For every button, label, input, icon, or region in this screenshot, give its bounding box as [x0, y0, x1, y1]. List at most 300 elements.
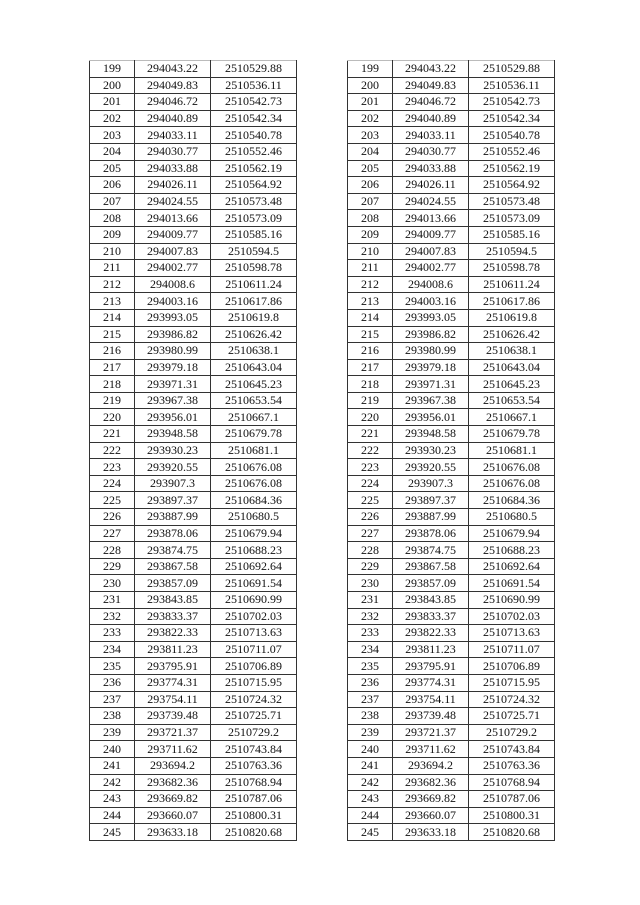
y-coordinate-cell: 2510763.36	[211, 757, 297, 774]
x-coordinate-cell: 293930.23	[135, 442, 211, 459]
table-row	[348, 791, 555, 808]
point-number-cell: 213	[90, 293, 135, 310]
x-coordinate-cell: 293956.01	[135, 409, 211, 426]
x-coordinate-cell: 293980.99	[393, 343, 469, 360]
x-coordinate-cell: 293682.36	[393, 774, 469, 791]
y-coordinate-cell: 2510594.5	[211, 243, 297, 260]
point-number-cell: 217	[90, 359, 135, 376]
x-coordinate-cell: 293930.23	[393, 442, 469, 459]
table-row	[348, 243, 555, 260]
y-coordinate-cell: 2510645.23	[469, 376, 555, 393]
coordinate-table-left	[89, 60, 297, 841]
table-row	[90, 77, 297, 94]
y-coordinate-cell: 2510692.64	[469, 558, 555, 575]
x-coordinate-cell: 293721.37	[393, 724, 469, 741]
table-row	[348, 226, 555, 243]
y-coordinate-cell: 2510619.8	[469, 309, 555, 326]
x-coordinate-cell: 293633.18	[393, 824, 469, 841]
table-row	[90, 392, 297, 409]
point-number-cell: 218	[90, 376, 135, 393]
point-number-cell: 199	[348, 61, 393, 78]
y-coordinate-cell: 2510680.5	[211, 509, 297, 526]
x-coordinate-cell: 293739.48	[393, 708, 469, 725]
table-row	[90, 525, 297, 542]
y-coordinate-cell: 2510562.19	[211, 160, 297, 177]
table-row	[90, 459, 297, 476]
x-coordinate-cell: 293878.06	[393, 525, 469, 542]
table-row	[348, 143, 555, 160]
y-coordinate-cell: 2510724.32	[211, 691, 297, 708]
x-coordinate-cell: 293711.62	[135, 741, 211, 758]
y-coordinate-cell: 2510800.31	[211, 807, 297, 824]
table-row	[90, 160, 297, 177]
y-coordinate-cell: 2510681.1	[469, 442, 555, 459]
x-coordinate-cell: 293811.23	[393, 641, 469, 658]
x-coordinate-cell: 294046.72	[135, 94, 211, 111]
x-coordinate-cell: 293857.09	[135, 575, 211, 592]
table-row	[348, 542, 555, 559]
y-coordinate-cell: 2510724.32	[469, 691, 555, 708]
table-row	[348, 475, 555, 492]
x-coordinate-cell: 293971.31	[135, 376, 211, 393]
table-row	[348, 77, 555, 94]
point-number-cell: 209	[348, 226, 393, 243]
point-number-cell: 222	[348, 442, 393, 459]
table-row	[348, 193, 555, 210]
table-row	[90, 757, 297, 774]
y-coordinate-cell: 2510711.07	[211, 641, 297, 658]
point-number-cell: 224	[90, 475, 135, 492]
y-coordinate-cell: 2510743.84	[469, 741, 555, 758]
table-row	[348, 343, 555, 360]
table-row	[90, 592, 297, 609]
y-coordinate-cell: 2510787.06	[469, 791, 555, 808]
point-number-cell: 208	[348, 210, 393, 227]
point-number-cell: 212	[348, 276, 393, 293]
point-number-cell: 228	[90, 542, 135, 559]
x-coordinate-cell: 293887.99	[135, 509, 211, 526]
table-row	[348, 774, 555, 791]
point-number-cell: 215	[90, 326, 135, 343]
y-coordinate-cell: 2510617.86	[469, 293, 555, 310]
table-row	[90, 658, 297, 675]
x-coordinate-cell: 293795.91	[393, 658, 469, 675]
x-coordinate-cell: 293971.31	[393, 376, 469, 393]
point-number-cell: 212	[90, 276, 135, 293]
x-coordinate-cell: 293967.38	[135, 392, 211, 409]
table-row	[90, 260, 297, 277]
x-coordinate-cell: 294024.55	[393, 193, 469, 210]
y-coordinate-cell: 2510729.2	[469, 724, 555, 741]
y-coordinate-cell: 2510617.86	[211, 293, 297, 310]
x-coordinate-cell: 294040.89	[393, 110, 469, 127]
point-number-cell: 202	[90, 110, 135, 127]
point-number-cell: 244	[348, 807, 393, 824]
x-coordinate-cell: 294033.88	[393, 160, 469, 177]
point-number-cell: 235	[348, 658, 393, 675]
table-row	[348, 426, 555, 443]
point-number-cell: 232	[90, 608, 135, 625]
x-coordinate-cell: 293979.18	[135, 359, 211, 376]
table-row	[90, 442, 297, 459]
x-coordinate-cell: 293867.58	[393, 558, 469, 575]
x-coordinate-cell: 293721.37	[135, 724, 211, 741]
y-coordinate-cell: 2510529.88	[211, 61, 297, 78]
table-row	[90, 741, 297, 758]
x-coordinate-cell: 293795.91	[135, 658, 211, 675]
y-coordinate-cell: 2510638.1	[211, 343, 297, 360]
y-coordinate-cell: 2510676.08	[211, 459, 297, 476]
y-coordinate-cell: 2510725.71	[211, 708, 297, 725]
x-coordinate-cell: 294003.16	[135, 293, 211, 310]
point-number-cell: 238	[348, 708, 393, 725]
x-coordinate-cell: 293867.58	[135, 558, 211, 575]
table-row	[348, 442, 555, 459]
point-number-cell: 201	[90, 94, 135, 111]
x-coordinate-cell: 293843.85	[135, 592, 211, 609]
y-coordinate-cell: 2510529.88	[469, 61, 555, 78]
x-coordinate-cell: 293843.85	[393, 592, 469, 609]
x-coordinate-cell: 293986.82	[393, 326, 469, 343]
point-number-cell: 204	[90, 143, 135, 160]
table-row	[348, 525, 555, 542]
point-number-cell: 206	[348, 177, 393, 194]
table-row	[90, 127, 297, 144]
point-number-cell: 214	[348, 309, 393, 326]
table-row	[90, 774, 297, 791]
point-number-cell: 208	[90, 210, 135, 227]
y-coordinate-cell: 2510691.54	[211, 575, 297, 592]
x-coordinate-cell: 294026.11	[135, 177, 211, 194]
point-number-cell: 229	[90, 558, 135, 575]
x-coordinate-cell: 293887.99	[393, 509, 469, 526]
y-coordinate-cell: 2510540.78	[469, 127, 555, 144]
point-number-cell: 244	[90, 807, 135, 824]
table-row	[90, 243, 297, 260]
y-coordinate-cell: 2510688.23	[211, 542, 297, 559]
y-coordinate-cell: 2510768.94	[469, 774, 555, 791]
x-coordinate-cell: 293660.07	[393, 807, 469, 824]
y-coordinate-cell: 2510800.31	[469, 807, 555, 824]
table-row	[90, 359, 297, 376]
point-number-cell: 223	[90, 459, 135, 476]
y-coordinate-cell: 2510729.2	[211, 724, 297, 741]
table-row	[348, 376, 555, 393]
y-coordinate-cell: 2510679.78	[469, 426, 555, 443]
y-coordinate-cell: 2510542.34	[211, 110, 297, 127]
table-row	[348, 276, 555, 293]
y-coordinate-cell: 2510653.54	[211, 392, 297, 409]
y-coordinate-cell: 2510562.19	[469, 160, 555, 177]
x-coordinate-cell: 294033.88	[135, 160, 211, 177]
x-coordinate-cell: 294030.77	[393, 143, 469, 160]
x-coordinate-cell: 293833.37	[393, 608, 469, 625]
x-coordinate-cell: 294049.83	[393, 77, 469, 94]
x-coordinate-cell: 294030.77	[135, 143, 211, 160]
table-row	[90, 343, 297, 360]
table-row	[348, 625, 555, 642]
y-coordinate-cell: 2510645.23	[211, 376, 297, 393]
x-coordinate-cell: 293822.33	[393, 625, 469, 642]
x-coordinate-cell: 293907.3	[135, 475, 211, 492]
y-coordinate-cell: 2510667.1	[211, 409, 297, 426]
x-coordinate-cell: 293874.75	[135, 542, 211, 559]
table-row	[90, 276, 297, 293]
x-coordinate-cell: 293874.75	[393, 542, 469, 559]
y-coordinate-cell: 2510667.1	[469, 409, 555, 426]
point-number-cell: 202	[348, 110, 393, 127]
table-row	[348, 592, 555, 609]
y-coordinate-cell: 2510594.5	[469, 243, 555, 260]
x-coordinate-cell: 293920.55	[393, 459, 469, 476]
x-coordinate-cell: 294003.16	[393, 293, 469, 310]
point-number-cell: 210	[348, 243, 393, 260]
table-row	[348, 658, 555, 675]
point-number-cell: 232	[348, 608, 393, 625]
table-row	[348, 575, 555, 592]
point-number-cell: 223	[348, 459, 393, 476]
x-coordinate-cell: 293754.11	[393, 691, 469, 708]
y-coordinate-cell: 2510573.09	[211, 210, 297, 227]
y-coordinate-cell: 2510598.78	[211, 260, 297, 277]
x-coordinate-cell: 294033.11	[393, 127, 469, 144]
table-row	[348, 127, 555, 144]
table-row	[90, 326, 297, 343]
table-row	[90, 110, 297, 127]
point-number-cell: 242	[348, 774, 393, 791]
point-number-cell: 234	[348, 641, 393, 658]
y-coordinate-cell: 2510573.48	[211, 193, 297, 210]
y-coordinate-cell: 2510706.89	[469, 658, 555, 675]
point-number-cell: 239	[90, 724, 135, 741]
point-number-cell: 230	[348, 575, 393, 592]
table-row	[348, 160, 555, 177]
coordinate-table-right	[347, 60, 555, 841]
y-coordinate-cell: 2510573.48	[469, 193, 555, 210]
table-row	[348, 724, 555, 741]
table-row	[90, 691, 297, 708]
point-number-cell: 225	[348, 492, 393, 509]
x-coordinate-cell: 293822.33	[135, 625, 211, 642]
x-coordinate-cell: 294049.83	[135, 77, 211, 94]
x-coordinate-cell: 293897.37	[135, 492, 211, 509]
y-coordinate-cell: 2510679.94	[211, 525, 297, 542]
point-number-cell: 215	[348, 326, 393, 343]
table-row	[348, 293, 555, 310]
point-number-cell: 211	[348, 260, 393, 277]
x-coordinate-cell: 293948.58	[393, 426, 469, 443]
y-coordinate-cell: 2510702.03	[211, 608, 297, 625]
x-coordinate-cell: 293739.48	[135, 708, 211, 725]
point-number-cell: 213	[348, 293, 393, 310]
point-number-cell: 222	[90, 442, 135, 459]
point-number-cell: 241	[348, 757, 393, 774]
point-number-cell: 236	[348, 674, 393, 691]
x-coordinate-cell: 293993.05	[393, 309, 469, 326]
y-coordinate-cell: 2510713.63	[211, 625, 297, 642]
table-row	[90, 309, 297, 326]
point-number-cell: 199	[90, 61, 135, 78]
point-number-cell: 242	[90, 774, 135, 791]
point-number-cell: 217	[348, 359, 393, 376]
x-coordinate-cell: 294043.22	[393, 61, 469, 78]
y-coordinate-cell: 2510611.24	[211, 276, 297, 293]
table-row	[348, 409, 555, 426]
point-number-cell: 243	[90, 791, 135, 808]
y-coordinate-cell: 2510536.11	[211, 77, 297, 94]
point-number-cell: 200	[90, 77, 135, 94]
y-coordinate-cell: 2510552.46	[211, 143, 297, 160]
x-coordinate-cell: 294013.66	[135, 210, 211, 227]
x-coordinate-cell: 293633.18	[135, 824, 211, 841]
x-coordinate-cell: 294008.6	[135, 276, 211, 293]
x-coordinate-cell: 294043.22	[135, 61, 211, 78]
y-coordinate-cell: 2510585.16	[211, 226, 297, 243]
point-number-cell: 216	[348, 343, 393, 360]
y-coordinate-cell: 2510684.36	[469, 492, 555, 509]
table-row	[90, 708, 297, 725]
x-coordinate-cell: 294013.66	[393, 210, 469, 227]
point-number-cell: 231	[90, 592, 135, 609]
y-coordinate-cell: 2510611.24	[469, 276, 555, 293]
x-coordinate-cell: 293669.82	[135, 791, 211, 808]
y-coordinate-cell: 2510711.07	[469, 641, 555, 658]
x-coordinate-cell: 294002.77	[135, 260, 211, 277]
y-coordinate-cell: 2510768.94	[211, 774, 297, 791]
table-row	[90, 177, 297, 194]
x-coordinate-cell: 294024.55	[135, 193, 211, 210]
point-number-cell: 245	[348, 824, 393, 841]
y-coordinate-cell: 2510725.71	[469, 708, 555, 725]
point-number-cell: 205	[348, 160, 393, 177]
x-coordinate-cell: 293660.07	[135, 807, 211, 824]
y-coordinate-cell: 2510763.36	[469, 757, 555, 774]
point-number-cell: 240	[348, 741, 393, 758]
point-number-cell: 245	[90, 824, 135, 841]
point-number-cell: 221	[90, 426, 135, 443]
table-row	[90, 558, 297, 575]
y-coordinate-cell: 2510680.5	[469, 509, 555, 526]
point-number-cell: 231	[348, 592, 393, 609]
table-row	[90, 94, 297, 111]
point-number-cell: 230	[90, 575, 135, 592]
point-number-cell: 204	[348, 143, 393, 160]
x-coordinate-cell: 294007.83	[135, 243, 211, 260]
x-coordinate-cell: 293878.06	[135, 525, 211, 542]
y-coordinate-cell: 2510585.16	[469, 226, 555, 243]
table-row	[348, 741, 555, 758]
point-number-cell: 241	[90, 757, 135, 774]
y-coordinate-cell: 2510573.09	[469, 210, 555, 227]
point-number-cell: 240	[90, 741, 135, 758]
table-row	[348, 260, 555, 277]
table-row	[90, 293, 297, 310]
y-coordinate-cell: 2510626.42	[211, 326, 297, 343]
point-number-cell: 233	[348, 625, 393, 642]
table-row	[348, 708, 555, 725]
point-number-cell: 243	[348, 791, 393, 808]
table-row	[90, 409, 297, 426]
point-number-cell: 227	[90, 525, 135, 542]
table-row	[90, 61, 297, 78]
x-coordinate-cell: 293682.36	[135, 774, 211, 791]
table-row	[90, 376, 297, 393]
point-number-cell: 228	[348, 542, 393, 559]
x-coordinate-cell: 293920.55	[135, 459, 211, 476]
table-row	[348, 309, 555, 326]
x-coordinate-cell: 294009.77	[135, 226, 211, 243]
x-coordinate-cell: 294008.6	[393, 276, 469, 293]
point-number-cell: 203	[348, 127, 393, 144]
x-coordinate-cell: 294007.83	[393, 243, 469, 260]
x-coordinate-cell: 293669.82	[393, 791, 469, 808]
table-row	[90, 492, 297, 509]
x-coordinate-cell: 293711.62	[393, 741, 469, 758]
x-coordinate-cell: 293948.58	[135, 426, 211, 443]
x-coordinate-cell: 294002.77	[393, 260, 469, 277]
y-coordinate-cell: 2510679.78	[211, 426, 297, 443]
point-number-cell: 237	[348, 691, 393, 708]
table-row	[348, 608, 555, 625]
point-number-cell: 226	[90, 509, 135, 526]
x-coordinate-cell: 293993.05	[135, 309, 211, 326]
table-row	[90, 824, 297, 841]
y-coordinate-cell: 2510564.92	[211, 177, 297, 194]
y-coordinate-cell: 2510653.54	[469, 392, 555, 409]
x-coordinate-cell: 293979.18	[393, 359, 469, 376]
x-coordinate-cell: 293694.2	[135, 757, 211, 774]
x-coordinate-cell: 293956.01	[393, 409, 469, 426]
x-coordinate-cell: 293967.38	[393, 392, 469, 409]
point-number-cell: 200	[348, 77, 393, 94]
y-coordinate-cell: 2510684.36	[211, 492, 297, 509]
y-coordinate-cell: 2510692.64	[211, 558, 297, 575]
table-row	[348, 392, 555, 409]
table-row	[348, 674, 555, 691]
table-row	[348, 558, 555, 575]
y-coordinate-cell: 2510681.1	[211, 442, 297, 459]
y-coordinate-cell: 2510679.94	[469, 525, 555, 542]
table-row	[90, 475, 297, 492]
y-coordinate-cell: 2510626.42	[469, 326, 555, 343]
point-number-cell: 216	[90, 343, 135, 360]
point-number-cell: 207	[90, 193, 135, 210]
point-number-cell: 219	[90, 392, 135, 409]
table-row	[348, 210, 555, 227]
table-row	[90, 807, 297, 824]
x-coordinate-cell: 293694.2	[393, 757, 469, 774]
table-row	[348, 110, 555, 127]
point-number-cell: 227	[348, 525, 393, 542]
y-coordinate-cell: 2510715.95	[469, 674, 555, 691]
y-coordinate-cell: 2510540.78	[211, 127, 297, 144]
table-body-right	[348, 61, 555, 841]
y-coordinate-cell: 2510638.1	[469, 343, 555, 360]
point-number-cell: 220	[348, 409, 393, 426]
table-row	[348, 61, 555, 78]
table-row	[90, 226, 297, 243]
y-coordinate-cell: 2510743.84	[211, 741, 297, 758]
y-coordinate-cell: 2510676.08	[469, 459, 555, 476]
point-number-cell: 237	[90, 691, 135, 708]
table-row	[348, 94, 555, 111]
point-number-cell: 205	[90, 160, 135, 177]
y-coordinate-cell: 2510713.63	[469, 625, 555, 642]
table-body-left	[90, 61, 297, 841]
point-number-cell: 219	[348, 392, 393, 409]
point-number-cell: 209	[90, 226, 135, 243]
x-coordinate-cell: 293907.3	[393, 475, 469, 492]
